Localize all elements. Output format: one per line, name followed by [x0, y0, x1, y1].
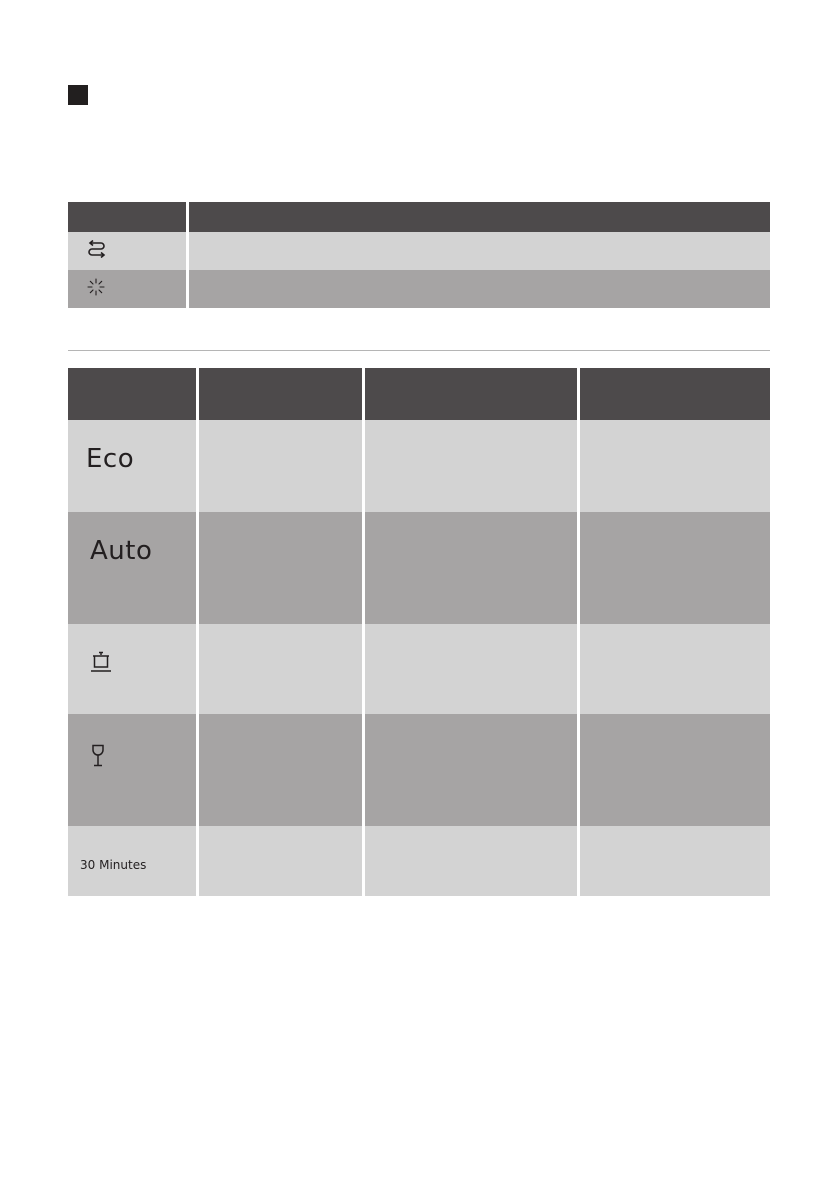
table-row [68, 714, 770, 826]
options-cell [580, 714, 770, 826]
phases-cell [365, 420, 577, 512]
header-cell-programme [68, 368, 196, 420]
programme-table [68, 368, 770, 896]
section-divider [68, 350, 770, 351]
options-cell [580, 512, 770, 624]
header-cell-phases [365, 368, 577, 420]
indicator-table-header [68, 202, 770, 232]
programme-label-auto: Auto [90, 536, 153, 566]
indicator-table [68, 202, 770, 308]
phases-cell [365, 512, 577, 624]
symbol-cell [68, 270, 186, 308]
soil-cell [199, 420, 362, 512]
phases-cell [365, 826, 577, 896]
pot-icon [90, 650, 112, 678]
programme-cell [68, 512, 196, 624]
programme-cell [68, 624, 196, 714]
phases-cell [365, 624, 577, 714]
soil-cell [199, 512, 362, 624]
programme-cell [68, 826, 196, 896]
options-cell [580, 420, 770, 512]
description-cell [189, 232, 770, 270]
options-cell [580, 624, 770, 714]
wine-glass-icon [90, 744, 106, 772]
phases-cell [365, 714, 577, 826]
drying-sparkle-icon [86, 277, 106, 301]
programme-cell [68, 420, 196, 512]
symbol-cell [68, 232, 186, 270]
header-cell-symbol [68, 202, 186, 232]
table-row [68, 232, 770, 270]
table-row [68, 624, 770, 714]
soil-cell [199, 826, 362, 896]
table-row [68, 270, 770, 308]
options-cell [580, 826, 770, 896]
table-row [68, 512, 770, 624]
description-cell [189, 270, 770, 308]
header-cell-soil [199, 368, 362, 420]
table-row [68, 420, 770, 512]
header-cell-description [189, 202, 770, 232]
programme-label-eco: Eco [86, 444, 135, 474]
soil-cell [199, 624, 362, 714]
table-row [68, 826, 770, 896]
soil-cell [199, 714, 362, 826]
programme-table-header [68, 368, 770, 420]
section-marker [68, 85, 88, 105]
programme-label-30-minutes: 30 Minutes [80, 858, 147, 872]
rinse-cycle-icon [86, 240, 108, 262]
header-cell-options [580, 368, 770, 420]
programme-cell [68, 714, 196, 826]
